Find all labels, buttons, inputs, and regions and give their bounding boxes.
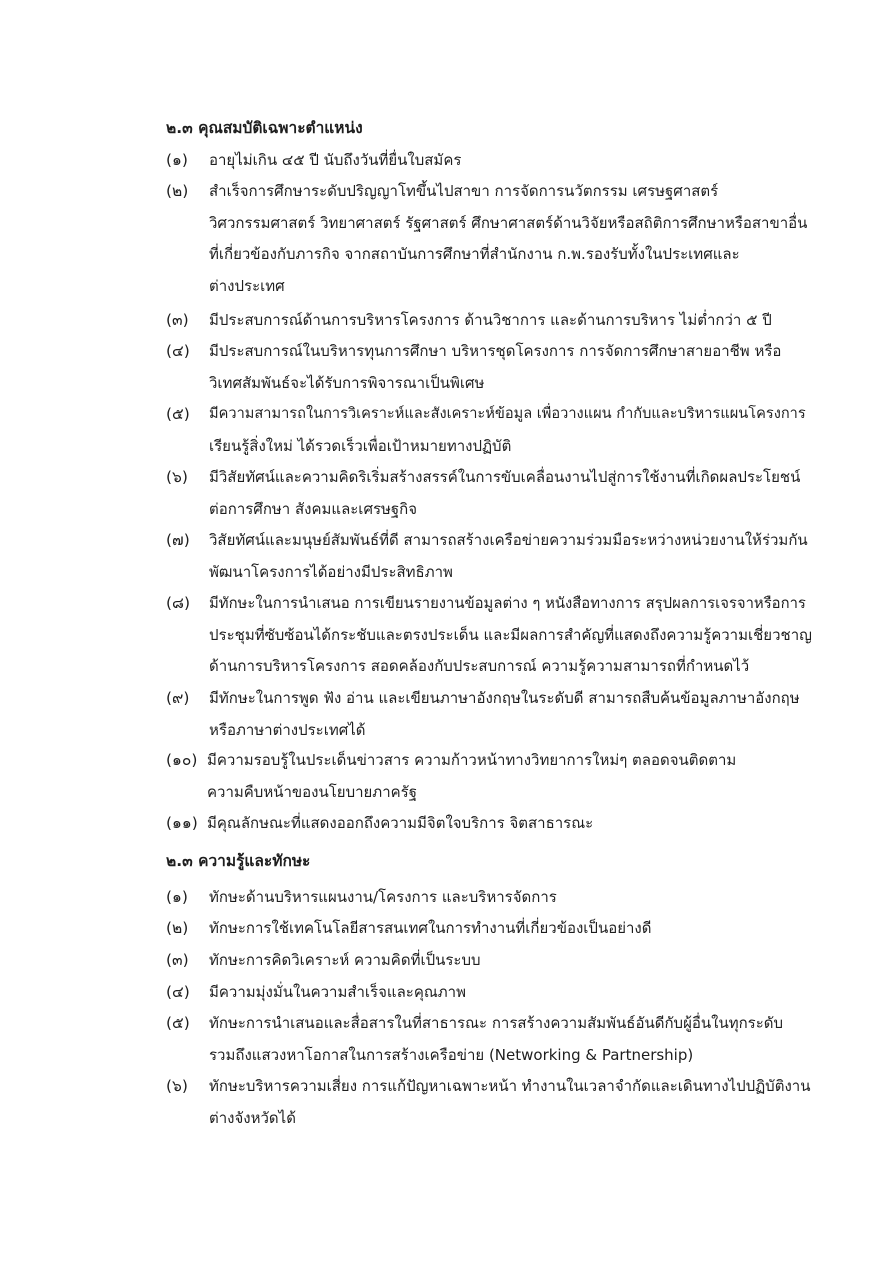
item-number: (๑๑) [166,814,198,832]
item-text-line: อายุไม่เกิน ๔๕ ปี นับถึงวันที่ยื่นใบสมัคร [209,151,462,169]
item-number: (๖) [166,1077,188,1095]
item-text-line: หรือภาษาต่างประเทศได้ [209,720,366,739]
item-text-line: พัฒนาโครงการได้อย่างมีประสิทธิภาพ [209,562,453,581]
item-text-line: สำเร็จการศึกษาระดับปริญญาโทขึ้นไปสาขา การจัดการนวัตกรรม เศรษฐศาสตร์ [209,182,719,200]
item-number: (๓) [166,311,189,329]
item-text-line: ประชุมที่ซับซ้อนได้กระชับและตรงประเด็น และมีผลการสำคัญที่แสดงถึงความรู้ความเชี่ยวชาญ [209,625,812,644]
item-text-line: ทักษะด้านบริหารแผนงาน/โครงการ และบริหารจัดการ [209,888,557,906]
item-text-line: ด้านการบริหารโครงการ สอดคล้องกับประสบการณ์ ความรู้ความสามารถที่กำหนดไว้ [209,657,750,675]
section-heading-qualifications: ๒.๓ คุณสมบัติเฉพาะตำแหน่ง [166,119,363,137]
item-text-line: มีความมุ่งมั่นในความสำเร็จและคุณภาพ [209,983,466,1001]
section-heading-knowledge-skills: ๒.๓ ความรู้และทักษะ [166,852,311,870]
item-text-line: ทักษะการนำเสนอและสื่อสารในที่สาธารณะ การสร้างความสัมพันธ์อันดีกับผู้อื่นในทุกระดับ [209,1014,784,1032]
item-number: (๔) [166,983,190,1001]
item-text-line: มีวิสัยทัศน์และความคิดริเริ่มสร้างสรรค์ในการขับเคลื่อนงานไปสู่การใช้งานที่เกิดผลประโยชน์ [209,468,801,486]
item-number: (๕) [166,1014,190,1032]
item-number: (๓) [166,951,189,969]
item-number: (๘) [166,594,191,612]
item-text-line: วิสัยทัศน์และมนุษย์สัมพันธ์ที่ดี สามารถสร้างเครือข่ายความร่วมมือระหว่างหน่วยงานให้ร่วมกัน [209,531,808,549]
item-number: (๒) [166,919,189,937]
item-text-line: ทักษะการใช้เทคโนโลยีสารสนเทศในการทำงานที่เกี่ยวข้องเป็นอย่างดี [209,919,652,937]
item-number: (๒) [166,182,189,200]
item-text-line: ที่เกี่ยวข้องกับภารกิจ จากสถาบันการศึกษาที่สำนักงาน ก.พ.รองรับทั้งในประเทศและ [209,245,740,263]
item-text-line: ทักษะการคิดวิเคราะห์ ความคิดที่เป็นระบบ [209,951,481,969]
item-text-line: วิเทศสัมพันธ์จะได้รับการพิจารณาเป็นพิเศษ [209,373,485,392]
item-number: (๑) [166,888,188,906]
item-text-line: มีคุณลักษณะที่แสดงออกถึงความมีจิตใจบริการ จิตสาธารณะ [207,814,594,832]
item-text-line: ต่างจังหวัดได้ [209,1108,296,1127]
item-text-line: มีความรอบรู้ในประเด็นข่าวสาร ความก้าวหน้าทางวิทยาการใหม่ๆ ตลอดจนติดตาม [207,751,737,769]
item-text-line: ต่อการศึกษา สังคมและเศรษฐกิจ [209,499,418,518]
item-text-line: มีประสบการณ์ด้านการบริหารโครงการ ด้านวิชาการ และด้านการบริหาร ไม่ต่ำกว่า ๕ ปี [209,311,772,329]
item-text-line: ความคืบหน้าของนโยบายภาครัฐ [207,782,417,801]
item-number: (๕) [166,405,190,423]
item-text-line: มีทักษะในการนำเสนอ การเขียนรายงานข้อมูลต่าง ๆ หนังสือทางการ สรุปผลการเจรจาหรือการ [209,594,806,612]
item-text-line: รวมถึงแสวงหาโอกาสในการสร้างเครือข่าย (Networking & Partnership) [209,1045,694,1064]
item-text-line: ทักษะบริหารความเสี่ยง การแก้ปัญหาเฉพาะหน้า ทำงานในเวลาจำกัดและเดินทางไปปฏิบัติงาน [209,1077,811,1095]
item-text-line: ต่างประเทศ [209,276,285,295]
item-text-line: มีความสามารถในการวิเคราะห์และสังเคราะห์ข้อมูล เพื่อวางแผน กำกับและบริหารแผนโครงการ [209,405,806,422]
item-number: (๔) [166,342,190,360]
item-number: (๑๐) [166,751,198,769]
item-number: (๗) [166,531,190,549]
item-text-line: วิศวกรรมศาสตร์ วิทยาศาสตร์ รัฐศาสตร์ ศึกษาศาสตร์ด้านวิจัยหรือสถิติการศึกษาหรือสาขาอื่น [209,213,808,232]
item-text-line: เรียนรู้สิ่งใหม่ ได้รวดเร็วเพื่อเป้าหมายทางปฏิบัติ [209,436,512,455]
item-text-line: มีทักษะในการพูด ฟัง อ่าน และเขียนภาษาอังกฤษในระดับดี สามารถสืบค้นข้อมูลภาษาอังกฤษ [209,689,800,707]
item-number: (๙) [166,689,190,707]
item-text-line: มีประสบการณ์ในบริหารทุนการศึกษา บริหารชุดโครงการ การจัดการศึกษาสายอาชีพ หรือ [209,342,782,360]
item-number: (๑) [166,151,188,169]
item-number: (๖) [166,468,188,486]
